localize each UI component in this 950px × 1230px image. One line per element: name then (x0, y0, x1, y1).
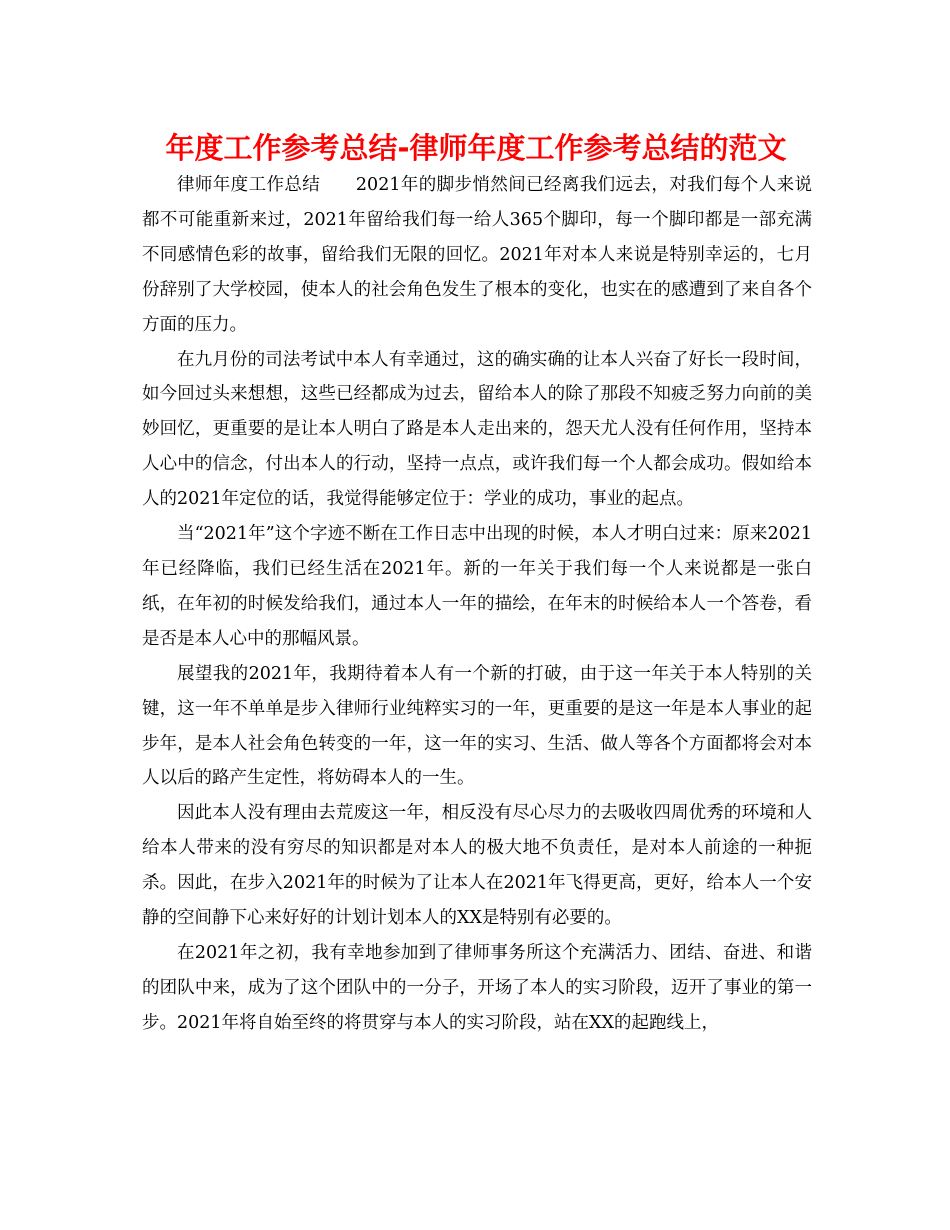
paragraph-1: 律师年度工作总结 2021年的脚步悄然间已经离我们远去，对我们每个人来说都不可能重新来过，2021年留给我们每一给人365个脚印，每一个脚印都是一部充满不同感情色彩的故事，留给我们无限的回忆。2021年对本人来说是特别幸运的，七月份辞别了大学校园，使本人的社会角色发生了根本的变化，也实在的感遭到了来自各个方面的压力。 (142, 175, 812, 335)
paragraph-3: 当“2021年”这个字迹不断在工作日志中出现的时候，本人才明白过来：原来2021年已经降临，我们已经生活在2021年。新的一年关于我们每一个人来说都是一张白纸，在年初的时候发给我们，通过本人一年的描绘，在年末的时候给本人一个答卷，看是否是本人心中的那幅风景。 (142, 524, 812, 649)
paragraph-6: 在2021年之初，我有幸地参加到了律师事务所这个充满活力、团结、奋进、和谐的团队中来，成为了这个团队中的一分子，开场了本人的实习阶段，迈开了事业的第一步。2021年将自始至终的将贯穿与本人的实习阶段，站在XX的起跑线上， (142, 942, 812, 1033)
document-title: 年度工作参考总结-律师年度工作参考总结的范文 (165, 131, 787, 165)
paragraph-5: 因此本人没有理由去荒废这一年，相反没有尽心尽力的去吸收四周优秀的环境和人给本人带来的没有穷尽的知识都是对本人的极大地不负责任，是对本人前途的一种扼杀。因此，在步入2021年的时候为了让本人在2021年飞得更高，更好，给本人一个安静的空间静下心来好好的计划计划本人的XX是特别有必要的。 (142, 803, 812, 929)
paragraph-2: 在九月份的司法考试中本人有幸通过，这的确实确的让本人兴奋了好长一段时间，如今回过头来想想，这些已经都成为过去，留给本人的除了那段不知疲乏努力向前的美妙回忆，更重要的是让本人明白了路是本人走出来的，怨天尤人没有任何作用，坚持本人心中的信念，付出本人的行动，坚持一点点，或许我们每一个人都会成功。假如给本人的2021年定位的话，我觉得能够定位于：学业的成功，事业的起点。 (142, 349, 812, 510)
paragraph-4: 展望我的2021年，我期待着本人有一个新的打破，由于这一年关于本人特别的关键，这一年不单单是步入律师行业纯粹实习的一年，更重要的是这一年是本人事业的起步年，是本人社会角色转变的一年，这一年的实习、生活、做人等各个方面都将会对本人以后的路产生定性，将妨碍本人的一生。 (142, 663, 812, 789)
document-body (142, 168, 812, 1041)
